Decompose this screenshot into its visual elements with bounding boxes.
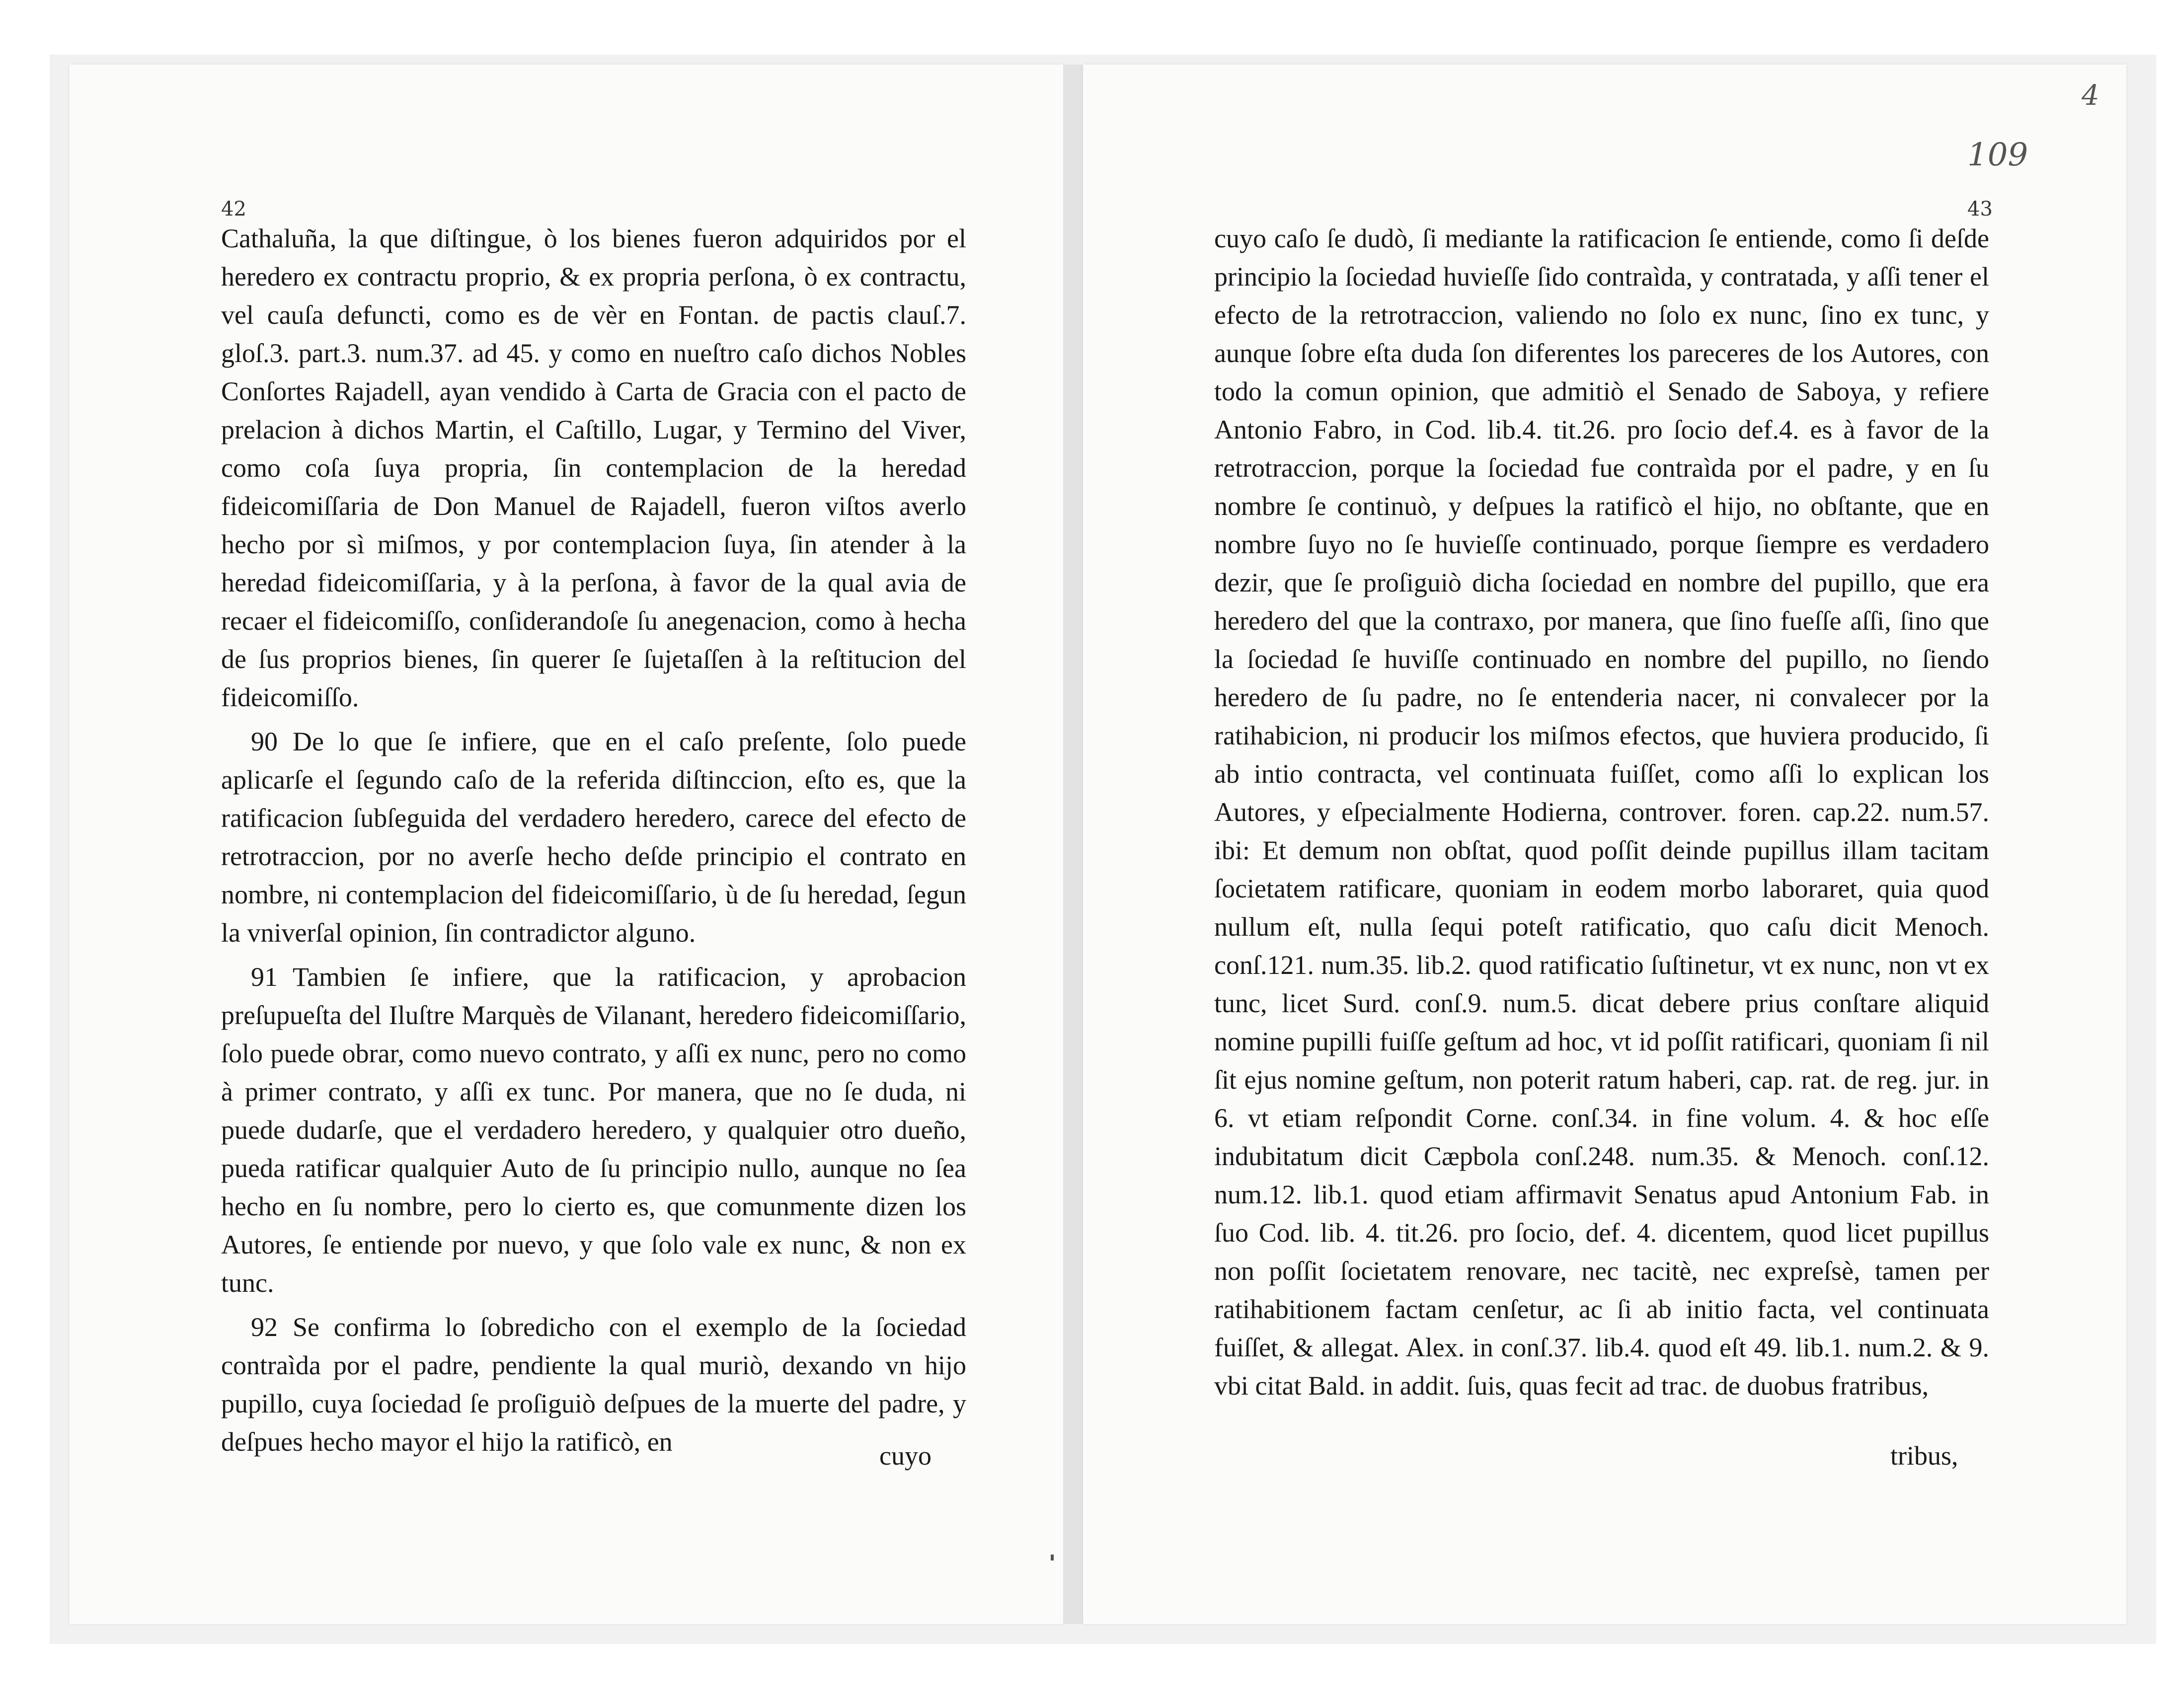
paragraph-continued [221,220,966,717]
paragraph-text: De lo que ſe infiere, que en el caſo preſente, ſolo puede aplicarſe el ſegundo caſo de la referida diſtinccion, eſto es, que la ratificacion ſubſeguida del verdadero heredero, carece del efecto de retrotraccion, por no averſe hecho deſde principio el contrato en nombre, ni contemplacion del fideicomiſſario, ù de ſu heredad, ſegun la vniverſal opinion, ſin contradictor alguno. [221,727,966,948]
paragraph-number: 90 [251,727,278,756]
page-number-right: 43 [1967,198,1993,221]
paragraph-text: Cathaluña, la que diſtingue, ò los bienes fueron adquiridos por el heredero ex contractu proprio, & ex propria perſona, ò ex contractu, vel cauſa defuncti, como es de vèr en Fontan. de pactis clauſ.7. gloſ.3. part.3. num.37. ad 45. y como en nueſtro caſo dichos Nobles Conſortes Rajadell, ayan vendido à Carta de Gracia con el pacto de prelacion à dichos Martin, el Caſtillo, Lugar, y Termino del Viver, como coſa ſuya propria, ſin contemplacion de la heredad fideicomiſſaria de Don Manuel de Rajadell, fueron viſtos averlo hecho por sì miſmos, y por contemplacion ſuya, ſin atender à la heredad fideicomiſſaria, y à la perſona, à favor de la qual avia de recaer el fideicomiſſo, conſiderandoſe ſu anegenacion, como à hecha de ſus proprios bienes, ſin querer ſe ſujetaſſen à la reſtitucion del fideicomiſſo. [221,223,966,712]
right-page [1083,65,2126,1624]
left-page-text [221,220,966,1467]
paragraph-91 [221,958,966,1302]
paragraph-number: 91 [251,962,278,992]
paragraph-number: 92 [251,1312,278,1342]
corner-mark: 4 [2082,79,2099,112]
gutter [1063,65,1083,1624]
paragraph-continued [1214,220,1989,1405]
page-number-left: 42 [221,198,246,221]
right-page-text [1214,220,1989,1411]
paragraph-text: Se confirma lo ſobredicho con el exemplo de la ſociedad contraìda por el padre, pendiente la qual muriò, dexando vn hijo pupillo, cuya ſociedad ſe proſiguiò deſpues de la muerte del padre, y deſpues hecho mayor el hijo la ratificò, en [221,1312,966,1457]
ink-mark [1051,1555,1054,1560]
handwritten-folio: 109 [1967,137,2028,173]
catchword-right: tribus, [1890,1441,1958,1471]
catchword-left: cuyo [879,1441,931,1471]
paragraph-text: cuyo caſo ſe dudò, ſi mediante la ratificacion ſe entiende, como ſi deſde principio la ſociedad huvieſſe ſido contraìda, y contratada, y aſſi tener el efecto de la retrotraccion, valiendo no ſolo ex nunc, ſino ex tunc, y aunque ſobre eſta duda ſon diferentes los pareceres de los Autores, con todo la comun opinion, que admitiò el Senado de Saboya, y refiere Antonio Fabro, in Cod. lib.4. tit.26. pro ſocio def.4. es à favor de la retrotraccion, porque la ſociedad fue contraìda por el padre, y en ſu nombre ſe continuò, y deſpues la ratificò el hijo, no obſtante, que en nombre ſuyo no ſe huvieſſe continuado, porque ſiempre es verdadero dezir, que ſe proſiguiò dicha ſociedad en nombre del pupillo, que era heredero del que la contraxo, por manera, que ſino fueſſe aſſi, ſino que la ſociedad ſe huviſſe continuado en nombre del pupillo, no ſiendo heredero de ſu padre, no ſe entenderia nacer, ni convalecer por la ratihabicion, ni producir los miſmos efectos, que huviera producido, ſi ab intio contracta, vel continuata fuiſſet, como aſſi lo explican los Autores, y eſpecialmente Hodierna, controver. foren. cap.22. num.57. ibi: Et demum non obſtat, quod poſſit deinde pupillus illam tacitam ſocietatem ratificare, quoniam in eodem morbo laboraret, quia quod nullum eſt, nulla ſequi poteſt ratificatio, quo caſu dicit Menoch. conſ.121. num.35. lib.2. quod ratificatio ſuſtinetur, vt ex nunc, non vt ex tunc, licet Surd. conſ.9. num.5. dicat debere prius conſtare aliquid nomine pupilli fuiſſe geſtum ad hoc, vt id poſſit ratificari, quoniam ſi nil ſit ejus nomine geſtum, non poterit ratum haberi, cap. rat. de reg. jur. in 6. vt etiam reſpondit Corne. conſ.34. in fine volum. 4. & hoc eſſe indubitatum dicit Cæpbola conſ.248. num.35. & Menoch. conſ.12. num.12. lib.1. quod etiam affirmavit Senatus apud Antonium Fab. in ſuo Cod. lib. 4. tit.26. pro ſocio, def. 4. dicentem, quod licet pupillus non poſſit ſocietatem renovare, nec tacitè, nec expreſsè, tamen per ratihabitionem factam cenſetur, ac ſi ab initio facta, vel continuata fuiſſet, & allegat. Alex. in conſ.37. lib.4. quod eſt 49. lib.1. num.2. & 9. vbi citat Bald. in addit. ſuis, quas fecit ad trac. de duobus fratribus, [1214,223,1989,1401]
paragraph-90 [221,723,966,952]
paragraph-text: Tambien ſe infiere, que la ratificacion, y aprobacion preſupueſta del Iluſtre Marquès de Vilanant, heredero fideicomiſſario, ſolo puede obrar, como nuevo contrato, y aſſi ex nunc, pero no como à primer contrato, y aſſi ex tunc. Por manera, que no ſe duda, ni puede dudarſe, que el verdadero heredero, y qualquier otro dueño, pueda ratificar qualquier Auto de ſu principio nullo, aunque no ſea hecho en ſu nombre, pero lo cierto es, que comunmente dizen los Autores, ſe entiende por nuevo, y que ſolo vale ex nunc, & non ex tunc. [221,962,966,1298]
paragraph-92 [221,1308,966,1461]
left-page [70,65,1063,1624]
